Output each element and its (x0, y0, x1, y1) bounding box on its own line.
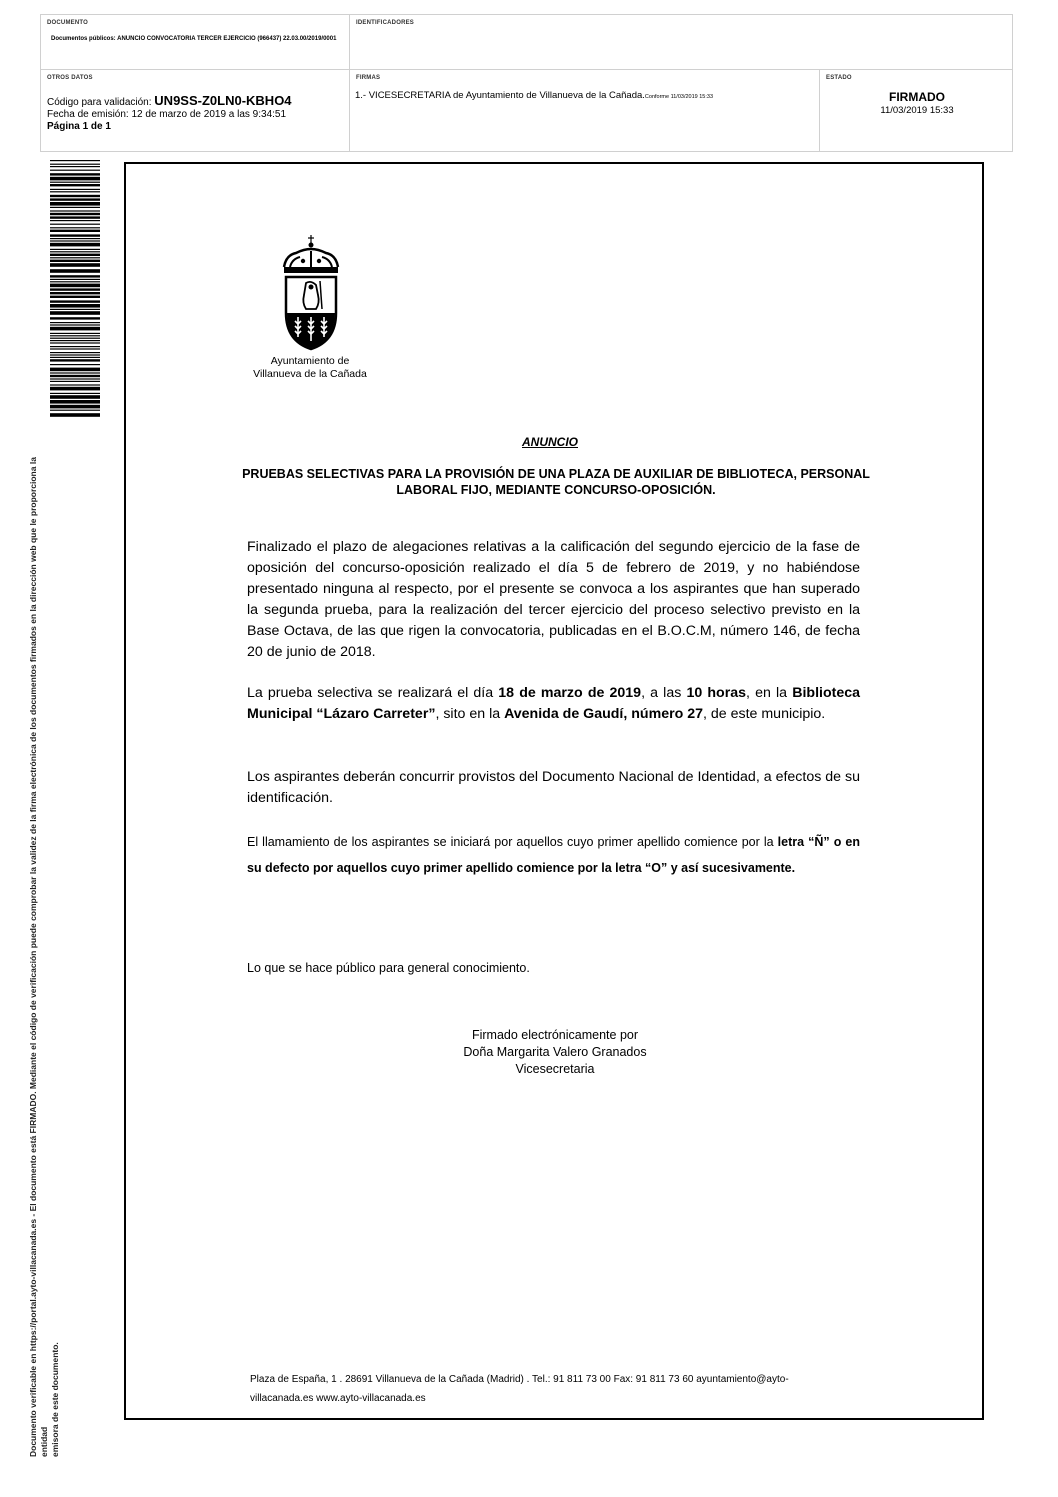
signature-role: Vicesecretaria (515, 1062, 595, 1076)
anuncio-heading: ANUNCIO (522, 435, 578, 449)
logo-caption (240, 355, 380, 381)
coat-of-arms-logo (276, 233, 346, 353)
paragraph-convocatoria: Finalizado el plazo de alegaciones relativas a la calificación del segundo ejercicio de la fase de oposición del concurso-oposición realizado el día 5 de febrero de 2019, y no habiéndose presentado ninguna al respecto, por el presente se convoca a los aspirantes que han superado la segunda prueba, para la realización del tercer ejercicio del proceso selectivo previsto en la Base Octava, de las que rigen la convocatoria, publicadas en el B.O.C.M, número 146, de fecha 20 de junio de 2018. (247, 539, 860, 660)
paragraph-publico: Lo que se hace público para general conocimiento. (247, 961, 530, 975)
signature-line1: Firmado electrónicamente por (471, 1028, 639, 1042)
firmas-label: FIRMAS (356, 75, 381, 81)
documento-box (40, 14, 350, 70)
documento-label: DOCUMENTO (47, 20, 89, 26)
p2-address: Avenida de Gaudí, número 27 (504, 706, 703, 722)
estado-label: ESTADO (826, 75, 852, 81)
p2-text-i: , de este municipio. (703, 706, 826, 722)
verification-side-text (28, 437, 61, 1457)
firmas-box (349, 69, 820, 152)
footer-contact (250, 1370, 860, 1408)
emission-date: Fecha de emisión: 12 de marzo de 2019 a las 9:34:51 (47, 109, 287, 120)
logo-caption-line1: Ayuntamiento de (270, 355, 350, 367)
validation-info (47, 95, 292, 133)
firmas-conforme: Conforme 11/03/2019 15:33 (644, 94, 714, 100)
p2-date: 18 de marzo de 2019 (498, 685, 642, 701)
p4-text-a: El llamamiento de los aspirantes se iniciará por aquellos cuyo primer apellido comience por la (247, 835, 778, 849)
footer-line1: Plaza de España, 1 . 28691 Villanueva de la Cañada (Madrid) . Tel.: 91 811 73 00 Fax: 91 811 73 60 ayuntamiento@ayto- (250, 1374, 789, 1385)
p4-text-b: letra “Ñ” o en su defecto por aquellos cuyo primer apellido comience por la letra “O” y así sucesivamente. (247, 835, 860, 875)
paragraph-llamamiento (247, 829, 860, 881)
documento-text: Documentos públicos: ANUNCIO CONVOCATORIA TERCER EJERCICIO (966437) 22.03.00/2019/0001 (51, 36, 337, 42)
barcode-image (50, 160, 100, 420)
paragraph-prueba (247, 683, 860, 725)
estado-value: FIRMADO (889, 90, 945, 104)
signature-block (440, 1027, 670, 1078)
p2-place: Biblioteca Municipal “Lázaro Carreter” (247, 685, 861, 722)
p2-text-e: , en la (746, 685, 793, 701)
page-count: Página 1 de 1 (47, 121, 111, 132)
p2-text-c: , a las (641, 685, 687, 701)
announcement-title: PRUEBAS SELECTIVAS PARA LA PROVISIÓN DE UNA PLAZA DE AUXILIAR DE BIBLIOTECA, PERSONAL LABORAL FIJO, MEDIANTE CONCURSO-OPOSICIÓN. (242, 467, 870, 497)
validation-prefix: Código para validación: (47, 97, 152, 108)
signature-name: Doña Margarita Valero Granados (463, 1045, 647, 1059)
identificadores-box (349, 14, 1013, 70)
side-text-line1: Documento verificable en https://portal.ayto-villacanada.es - El documento está FIRMADO. Mediante el código de verificación puede comprobar la validez de la firma electrónica de los documentos firmados en la dirección web que le proporciona la entidad (28, 457, 49, 1457)
otros-datos-box (40, 69, 350, 152)
logo-caption-line2: Villanueva de la Cañada (253, 368, 367, 380)
firmas-entry (355, 90, 713, 101)
otros-datos-label: OTROS DATOS (47, 75, 93, 81)
estado-box (819, 69, 1013, 152)
validation-code[interactable]: UN9SS-Z0LN0-KBHO4 (154, 93, 292, 108)
p2-text-g: , sito en la (435, 706, 505, 722)
identificadores-label: IDENTIFICADORES (356, 20, 415, 26)
side-text-line2: emisora de este documento. (50, 1342, 60, 1457)
p2-time: 10 horas (686, 685, 747, 701)
firmas-signer: 1.- VICESECRETARIA de Ayuntamiento de Villanueva de la Cañada. (355, 90, 645, 101)
paragraph-dni: Los aspirantes deberán concurrir provistos del Documento Nacional de Identidad, a efectos de su identificación. (247, 769, 860, 806)
footer-line2: villacanada.es www.ayto-villacanada.es (250, 1393, 426, 1404)
p2-text-a: La prueba selectiva se realizará el día (247, 685, 499, 701)
estado-date: 11/03/2019 15:33 (880, 105, 954, 116)
